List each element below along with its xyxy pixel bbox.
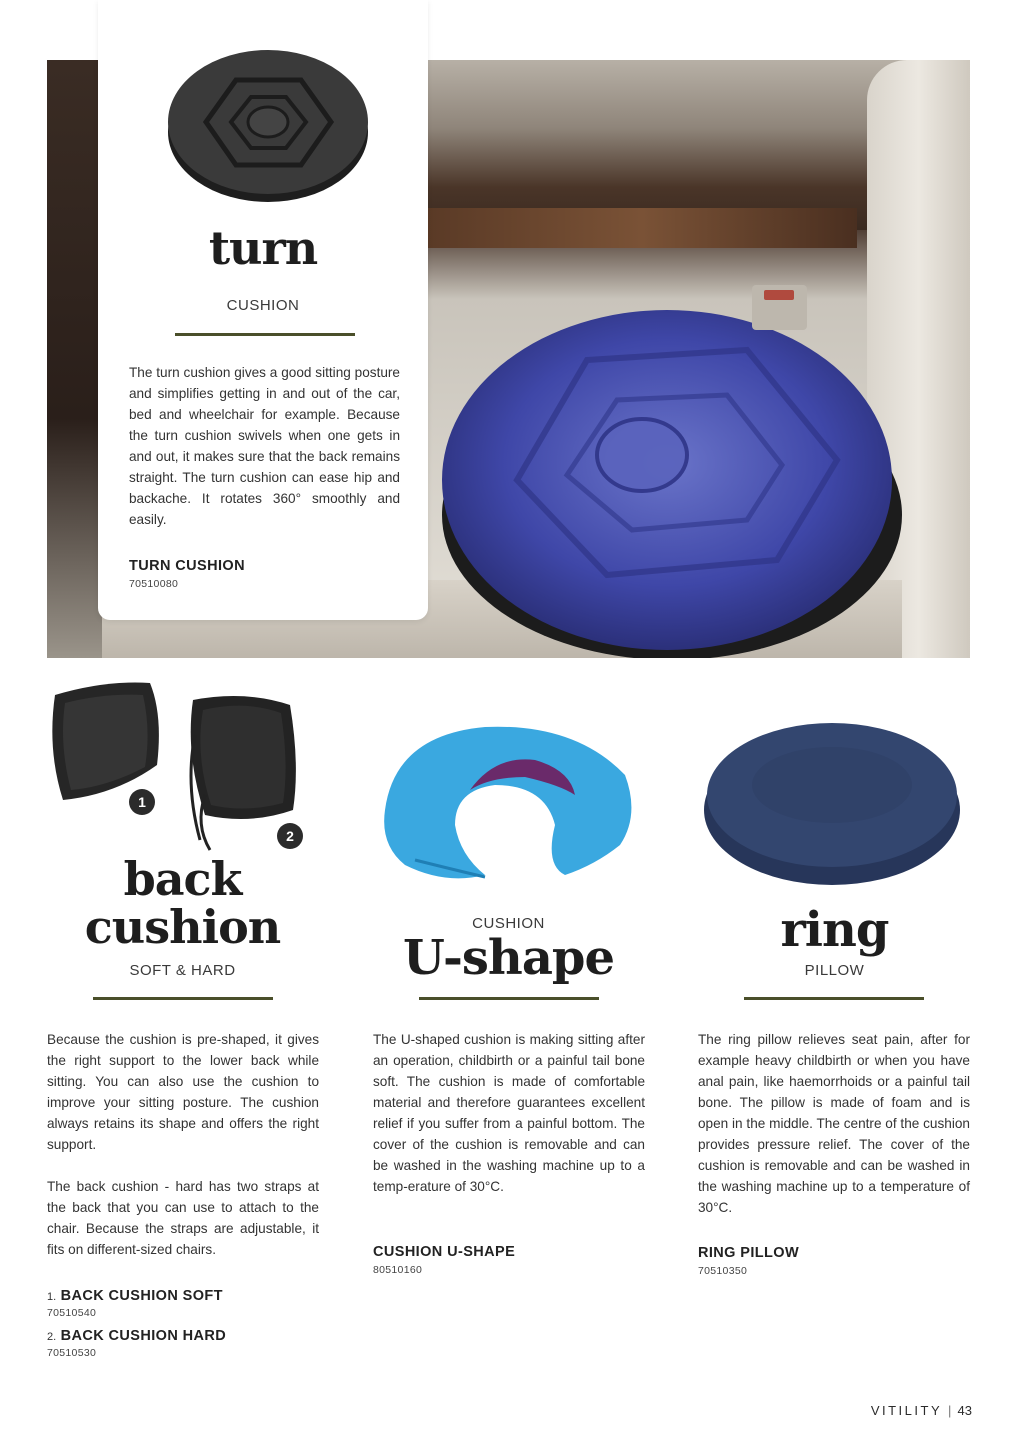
ring-pillow-image bbox=[700, 700, 965, 890]
back-cushion-title-1: back bbox=[123, 852, 242, 906]
ring-description: The ring pillow relieves seat pain, after for example heavy childbirth or when you have anal pain, like haemorrhoids or a painful tail bone. The pillow is made of foam and is open in the middle. The centre of the cushion provides pressure relief. The cover of the cushion is removable and can be washed in the washing machine up to a temperature of 30°C. bbox=[698, 1032, 970, 1215]
u-shape-subtitle: CUSHION bbox=[472, 915, 545, 932]
ring-divider bbox=[744, 997, 924, 1000]
badge-1: 1 bbox=[129, 789, 155, 815]
product-number: 2. bbox=[47, 1331, 57, 1343]
footer-separator: | bbox=[948, 1403, 952, 1418]
product-number: 1. bbox=[47, 1291, 57, 1303]
back-cushion-subtitle: SOFT & HARD bbox=[129, 962, 236, 979]
back-cushion-paragraph-2: The back cushion - hard has two straps at the back that you can use to attach to the chair. Because the straps are adjustable, it fits on different-sized chairs. bbox=[47, 1179, 319, 1257]
back-cushion-product-1 bbox=[47, 1287, 223, 1305]
turn-title: turn bbox=[208, 221, 318, 275]
u-shape-product-code: 80510160 bbox=[373, 1264, 423, 1276]
turn-product-name: TURN CUSHION bbox=[129, 558, 245, 574]
ring-subtitle: PILLOW bbox=[804, 962, 865, 979]
product-name: BACK CUSHION SOFT bbox=[60, 1288, 223, 1304]
u-shape-image bbox=[375, 715, 640, 895]
u-shape-divider bbox=[419, 997, 599, 1000]
back-cushion-title-2: cushion bbox=[84, 900, 281, 954]
u-shape-title: U-shape bbox=[402, 930, 615, 986]
turn-cushion-image bbox=[166, 40, 371, 205]
u-shape-product-name: CUSHION U-SHAPE bbox=[373, 1244, 516, 1260]
ring-title: ring bbox=[780, 902, 889, 958]
turn-divider bbox=[175, 333, 355, 336]
page-number: 43 bbox=[957, 1403, 972, 1418]
turn-description: The turn cushion gives a good sitting posture and simplifies getting in and out of the car, bed and wheelchair for example. Because the turn cushion swivels when one gets in and out, it makes sure that the back remains straight. The turn cushion can ease hip and backache. It rotates 360° smoothly and easily. bbox=[129, 365, 400, 527]
u-shape-description: The U-shaped cushion is making sitting after an operation, childbirth or a painful tail bone soft. The cushion is made of comfortable material and therefore guarantees excellent relief if you suffer from a painful bottom. The cover of the cushion is removable and can be washed in the washing machine up to a temp-erature of 30°C. bbox=[373, 1032, 645, 1194]
back-cushion-product-2 bbox=[47, 1327, 226, 1345]
product-name: BACK CUSHION HARD bbox=[60, 1328, 227, 1344]
back-cushion-paragraph-1: Because the cushion is pre-shaped, it gives the right support to the lower back while sitting. You can also use the cushion to improve your sitting posture. The cushion always retains its shape and offers the right support. bbox=[47, 1032, 319, 1152]
ring-product-code: 70510350 bbox=[698, 1265, 748, 1277]
ring-product-name: RING PILLOW bbox=[698, 1245, 800, 1261]
back-cushion-product-1-code: 70510540 bbox=[47, 1307, 97, 1319]
back-cushion-product-2-code: 70510530 bbox=[47, 1347, 97, 1359]
back-cushion-divider bbox=[93, 997, 273, 1000]
badge-2: 2 bbox=[277, 823, 303, 849]
page-footer bbox=[871, 1403, 972, 1418]
brand-name: VITILITY bbox=[870, 1403, 942, 1418]
turn-subtitle: CUSHION bbox=[226, 297, 300, 314]
turn-cushion-card bbox=[98, 0, 428, 620]
turn-product-code: 70510080 bbox=[129, 578, 179, 590]
